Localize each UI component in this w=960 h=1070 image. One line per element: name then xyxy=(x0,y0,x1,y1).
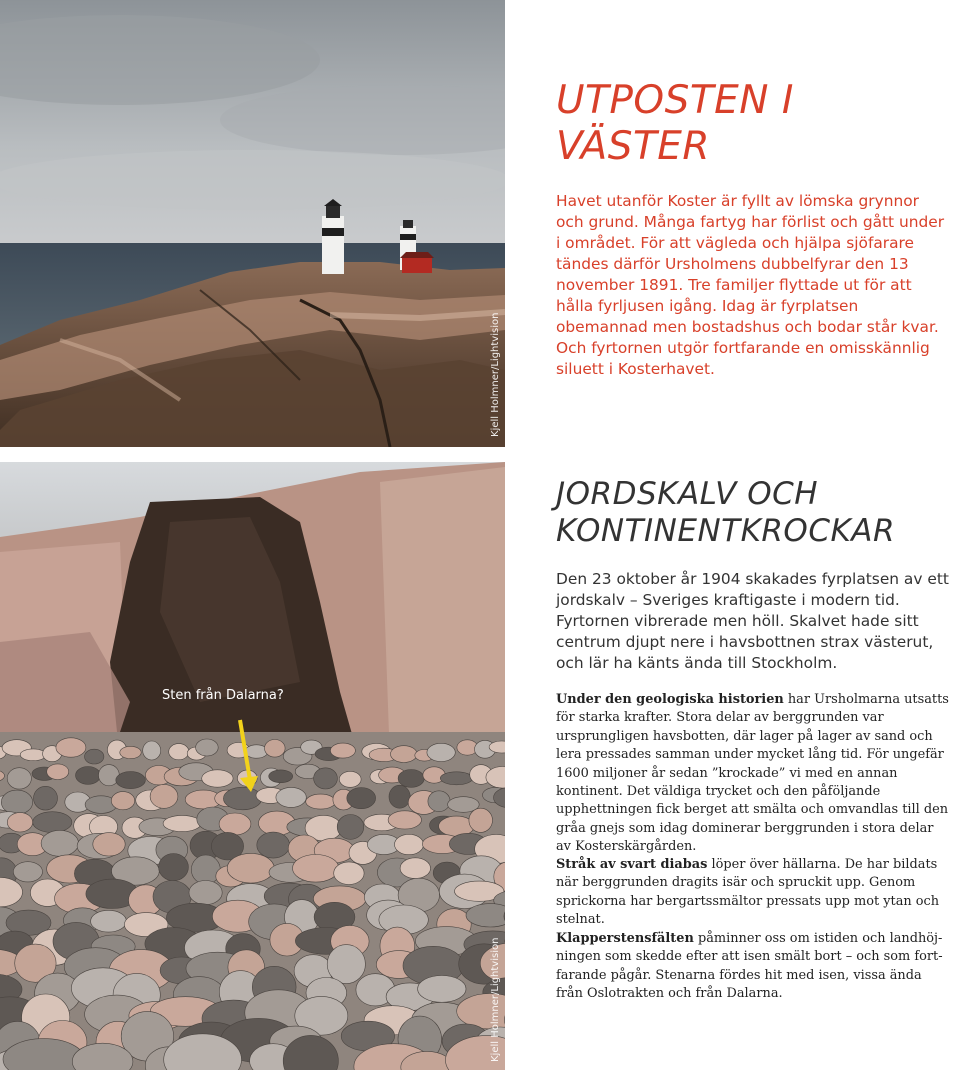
paragraph-boulder-fields xyxy=(556,930,951,1004)
paragraph-lead: Klapperstensfälten xyxy=(556,931,694,946)
arrow-indicator xyxy=(240,720,250,780)
section-intro-jordskalv: Den 23 oktober år 1904 skakades fyrplatsen av ett jordskalv – Sveriges kraftigaste i modern tid. Fyrtornen vibrerade men höll. Skalvet hade sitt centrum djupt nere i havsbottnen strax västerut, och lär ha känts ända till Stockholm. xyxy=(556,570,949,672)
paragraph-text: har Ursholmarna utsatts för starka krafter. Stora delar av berggrunden var ursprungligen havsbotten, där lager på lager av sand och lera pressades samman under mycket lång tid. För ungefär 1600 miljoner år sedan ”krockade” vi med en annan kontinent. Det väldiga trycket och den påföljande upphettningen fick berget att smälta och omvandlas till den gråa gnejs som idag dominerar berggrunden i stora delar av Kosterskärgården. xyxy=(556,692,949,855)
paragraph-diabase xyxy=(556,856,951,930)
photo-caption: Sten från Dalarna? xyxy=(162,688,284,703)
paragraph-lead: Under den geologiska historien xyxy=(556,692,784,707)
photo-credit-bottom: Kjell Holmner/Lightvision xyxy=(490,937,501,1062)
section-title-jordskalv: JORDSKALV OCH KONTINENTKROCKAR xyxy=(556,476,896,549)
boulder-field-photo xyxy=(0,462,505,1070)
paragraph-text: löper över hällarna. De har bildats när berggrunden dragits isär och spruckit upp. Genom sprickorna har bergartssmältor pressats upp mot ytan och stelnat. xyxy=(556,857,940,928)
paragraph-lead: Stråk av svart diabas xyxy=(556,857,708,872)
section-title-utposten: UTPOSTEN I VÄSTER xyxy=(556,78,794,170)
paragraph-geology xyxy=(556,691,951,857)
lighthouse-photo xyxy=(0,0,505,447)
section-intro-utposten: Havet utanför Koster är fyllt av lömska grynnor och grund. Många fartyg har förlist och gått under i området. För att vägleda och hjälpa sjöfarare tändes därför Ursholmens dubbelfyrar den 13 november 1891. Tre familjer flyttade ut för att hålla fyrljusen igång. Idag är fyrplatsen obemannad men bostadshus och bodar står kvar. Och fyrtornen utgör fortfarande en omisskännlig siluett i Kosterhavet. xyxy=(556,192,945,378)
photo-credit: Kjell Holmner/Lightvision xyxy=(490,312,501,437)
paragraph-text: påminner oss om istiden och landhöjningen som skedde efter att isen smält bort – och som fortfarande pågår. Stenarna fördes hit med isen, vissa ända från Oslotrakten och från Dalarna. xyxy=(556,931,943,1002)
